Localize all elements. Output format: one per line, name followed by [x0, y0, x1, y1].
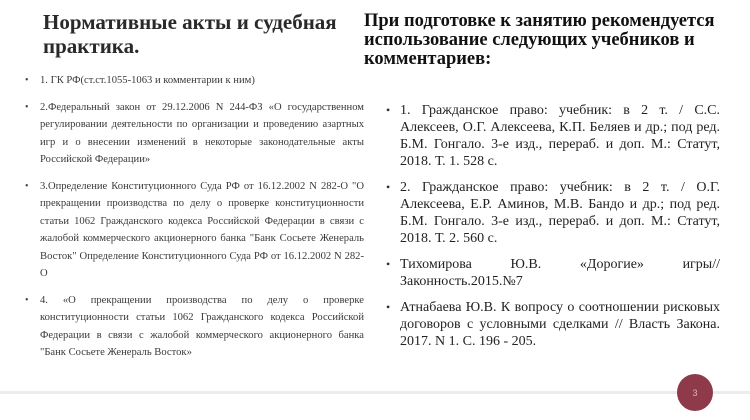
- list-item: [24, 292, 364, 362]
- list-item: [24, 72, 364, 90]
- bullet-icon: •: [386, 180, 391, 194]
- bullet-icon: •: [386, 257, 391, 271]
- bullet-icon: •: [25, 101, 29, 113]
- page-number-badge: 3: [677, 374, 713, 411]
- list-item: [24, 99, 364, 169]
- list-item-text: 3.Определение Конституционного Суда РФ от 16.12.2002 N 282-О "О прекращении производства по делу о проверке конституционности статьи 1062 Гражданского кодекса Российской Федерации в связи с жалобой коммерческого акционерного банка "Банк Сосьете Женераль Восток" Определение Конституционного Суда РФ от 16.12.2002 N 282-О: [40, 180, 364, 279]
- list-item: [364, 179, 720, 247]
- list-item: [364, 256, 720, 290]
- recommended-literature-title: При подготовке к занятию рекомендуется использование следующих учебников и комментариев:: [364, 11, 715, 69]
- list-item-text: 1. ГК РФ(ст.ст.1055-1063 и комментарии к ним): [40, 75, 255, 86]
- list-item-text: 2. Гражданское право: учебник: в 2 т. / О.Г. Алексеева, Е.Р. Аминов, М.В. Бандо и др.; под ред. Б.М. Гонгало. 3-е изд., перераб. и доп. М.: Статут, 2018. Т. 2. 560 с.: [400, 180, 720, 246]
- list-item-text: 4. «О прекращении производства по делу о проверке конституционности статьи 1062 Гражданского кодекса Российской Федерации в связи с жалобой коммерческого акционерного банка "Банк Сосьете Женераль Восток»: [40, 294, 364, 358]
- list-item-text: Атнабаева Ю.В. К вопросу о соотношении рисковых договоров с условными сделками // Власть Закона. 2017. N 1. С. 196 - 205.: [400, 300, 720, 349]
- legal-acts-list: [24, 72, 364, 362]
- legal-acts-title: Нормативные акты и судебная практика.: [43, 10, 337, 58]
- list-item-text: 1. Гражданское право: учебник: в 2 т. / С.С. Алексеев, О.Г. Алексеева, К.П. Беляев и др.; под ред. Б.М. Гонгало. 3-е изд., перераб. и доп. М.: Статут, 2018. Т. 1. 528 с.: [400, 103, 720, 169]
- recommended-literature-list: [364, 102, 734, 350]
- list-item: [364, 102, 720, 170]
- list-item-text: 2.Федеральный закон от 29.12.2006 N 244-ФЗ «О государственном регулировании деятельности по организации и проведению азартных игр и о внесении изменений в некоторые законодательные акты Российской Федерации»: [40, 101, 364, 165]
- footer-divider: [0, 391, 750, 394]
- bullet-icon: •: [25, 294, 29, 306]
- bullet-icon: •: [386, 103, 391, 117]
- recommended-literature-column: [364, 12, 734, 359]
- legal-acts-column: [24, 10, 364, 371]
- bullet-icon: •: [25, 180, 29, 192]
- list-item-text: Тихомирова Ю.В. «Дорогие» игры//Законность.2015.№7: [400, 257, 720, 289]
- bullet-icon: •: [386, 300, 391, 314]
- bullet-icon: •: [25, 75, 29, 86]
- list-item: [364, 299, 720, 350]
- list-item: [24, 178, 364, 283]
